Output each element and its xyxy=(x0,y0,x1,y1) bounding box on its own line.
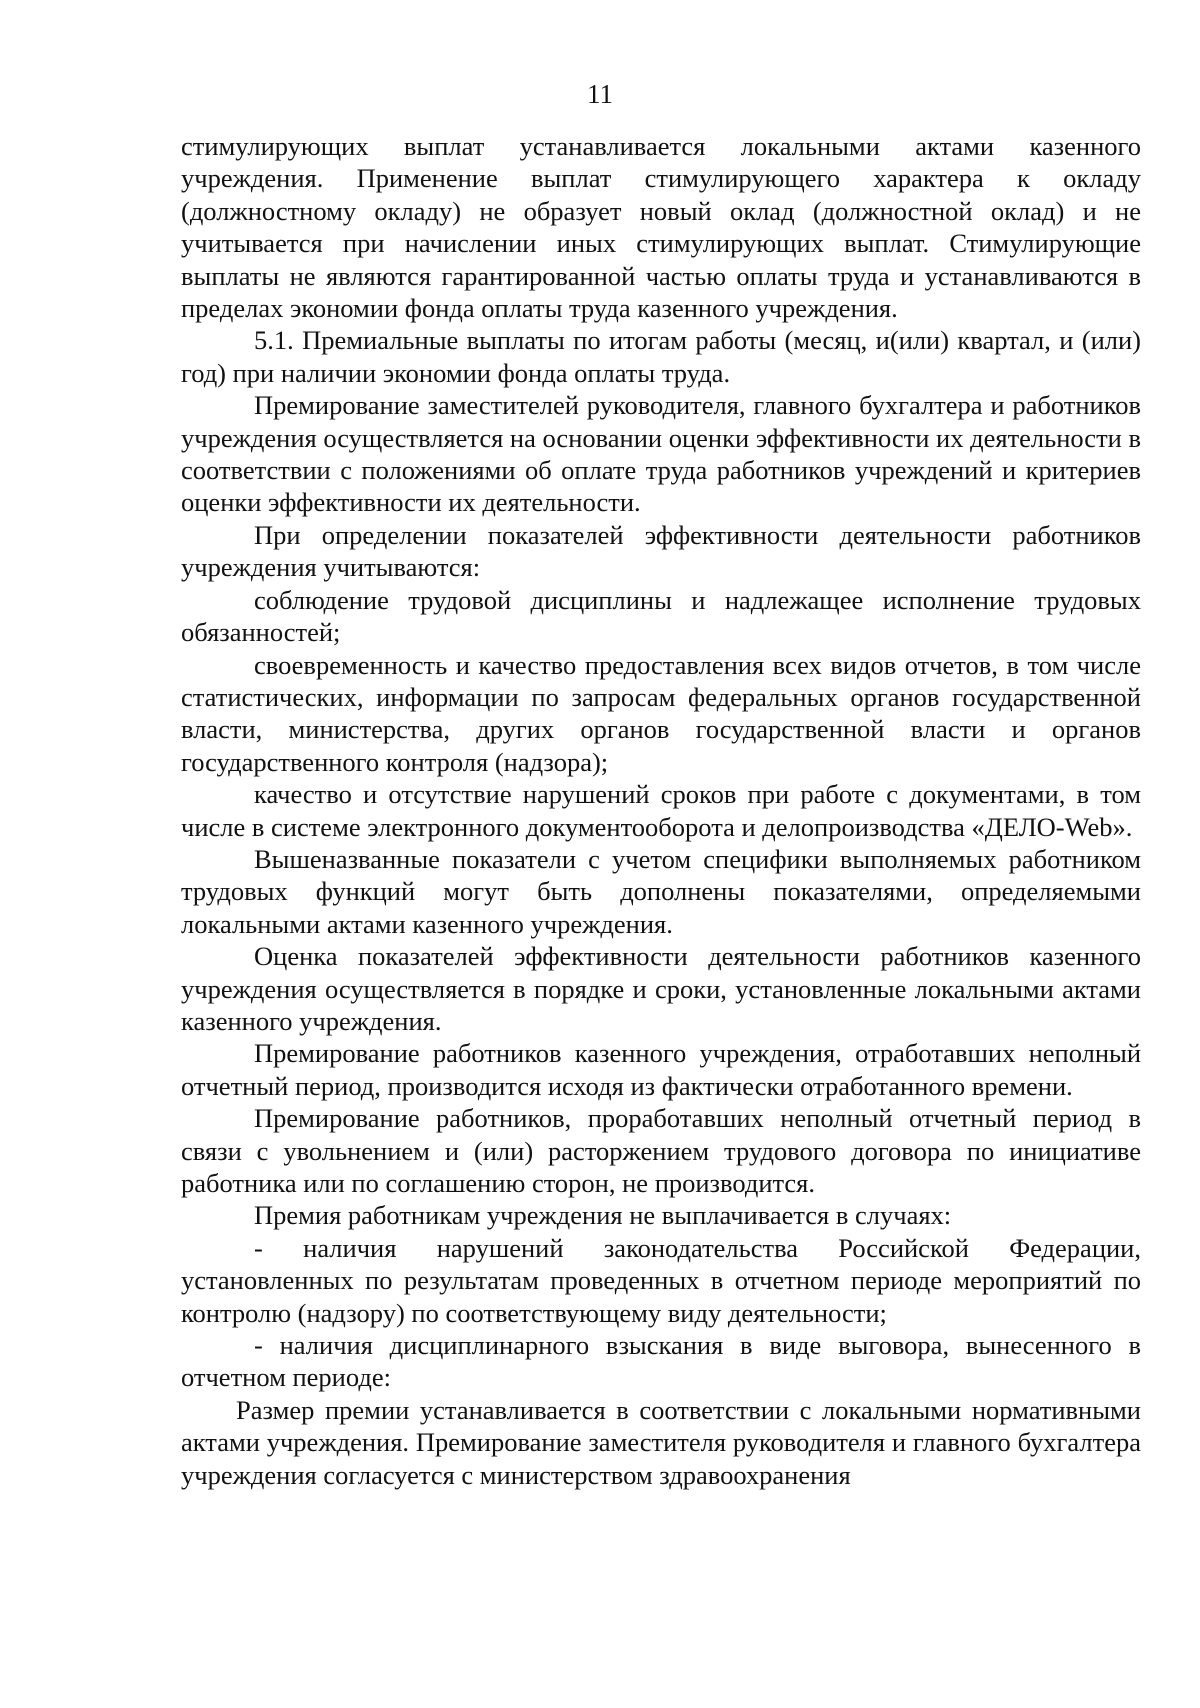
list-item: - наличия нарушений законодательства Российской Федерации, установленных по результатам проведенных в отчетном периоде мероприятий по контролю (надзору) по соответствующему виду деятельности; xyxy=(181,1232,1141,1328)
paragraph: Размер премии устанавливается в соответствии с локальными нормативными актами учреждения. Премирование заместителя руководителя и главного бухгалтера учреждения согласуется с министерством здравоохранения xyxy=(181,1394,1141,1490)
paragraph: соблюдение трудовой дисциплины и надлежащее исполнение трудовых обязанностей; xyxy=(181,584,1141,648)
paragraph: Оценка показателей эффективности деятельности работников казенного учреждения осуществляется в порядке и сроки, установленные локальными актами казенного учреждения. xyxy=(181,941,1141,1036)
list-item: - наличия дисциплинарного взыскания в виде выговора, вынесенного в отчетном периоде: xyxy=(181,1330,1141,1393)
paragraph: При определении показателей эффективности деятельности работников учреждения учитываются: xyxy=(181,519,1141,583)
paragraph: 5.1. Премиальные выплаты по итогам работы (месяц, и(или) квартал, и (или) год) при наличии экономии фонда оплаты труда. xyxy=(181,325,1141,388)
paragraph: своевременность и качество предоставления всех видов отчетов, в том числе статистических, информации по запросам федеральных органов государственной власти, министерства, других органов государственной власти и органов государственного контроля (надзора); xyxy=(181,649,1141,777)
paragraph: Премирование заместителей руководителя, главного бухгалтера и работников учреждения осуществляется на основании оценки эффективности их деятельности в соответствии с положениями об оплате труда работников учреждений и критериев оценки эффективности их деятельности. xyxy=(181,390,1141,518)
paragraph: качество и отсутствие нарушений сроков при работе с документами, в том числе в системе электронного документооборота и делопроизводства «ДЕЛО-Web». xyxy=(181,779,1141,842)
document-body xyxy=(181,130,1141,1491)
page-number: 11 xyxy=(587,79,613,109)
paragraph: Премирование работников, проработавших неполный отчетный период в связи с увольнением и (или) расторжением трудового договора по инициативе работника или по соглашению сторон, не производится. xyxy=(181,1103,1141,1198)
paragraph: Вышеназванные показатели с учетом специфики выполняемых работником трудовых функций могут быть дополнены показателями, определяемыми локальными актами казенного учреждения. xyxy=(181,843,1141,939)
paragraph: Премия работникам учреждения не выплачивается в случаях: xyxy=(254,1200,952,1231)
paragraph: стимулирующих выплат устанавливается локальными актами казенного учреждения. Применение выплат стимулирующего характера к окладу (должностному окладу) не образует новый оклад (должностной оклад) и не учитывается при начислении иных стимулирующих выплат. Стимулирующие выплаты не являются гарантированной частью оплаты труда и устанавливаются в пределах экономии фонда оплаты труда казенного учреждения. xyxy=(181,131,1141,324)
paragraph: Премирование работников казенного учреждения, отработавших неполный отчетный период, производится исходя из фактически отработанного времени. xyxy=(181,1038,1141,1101)
